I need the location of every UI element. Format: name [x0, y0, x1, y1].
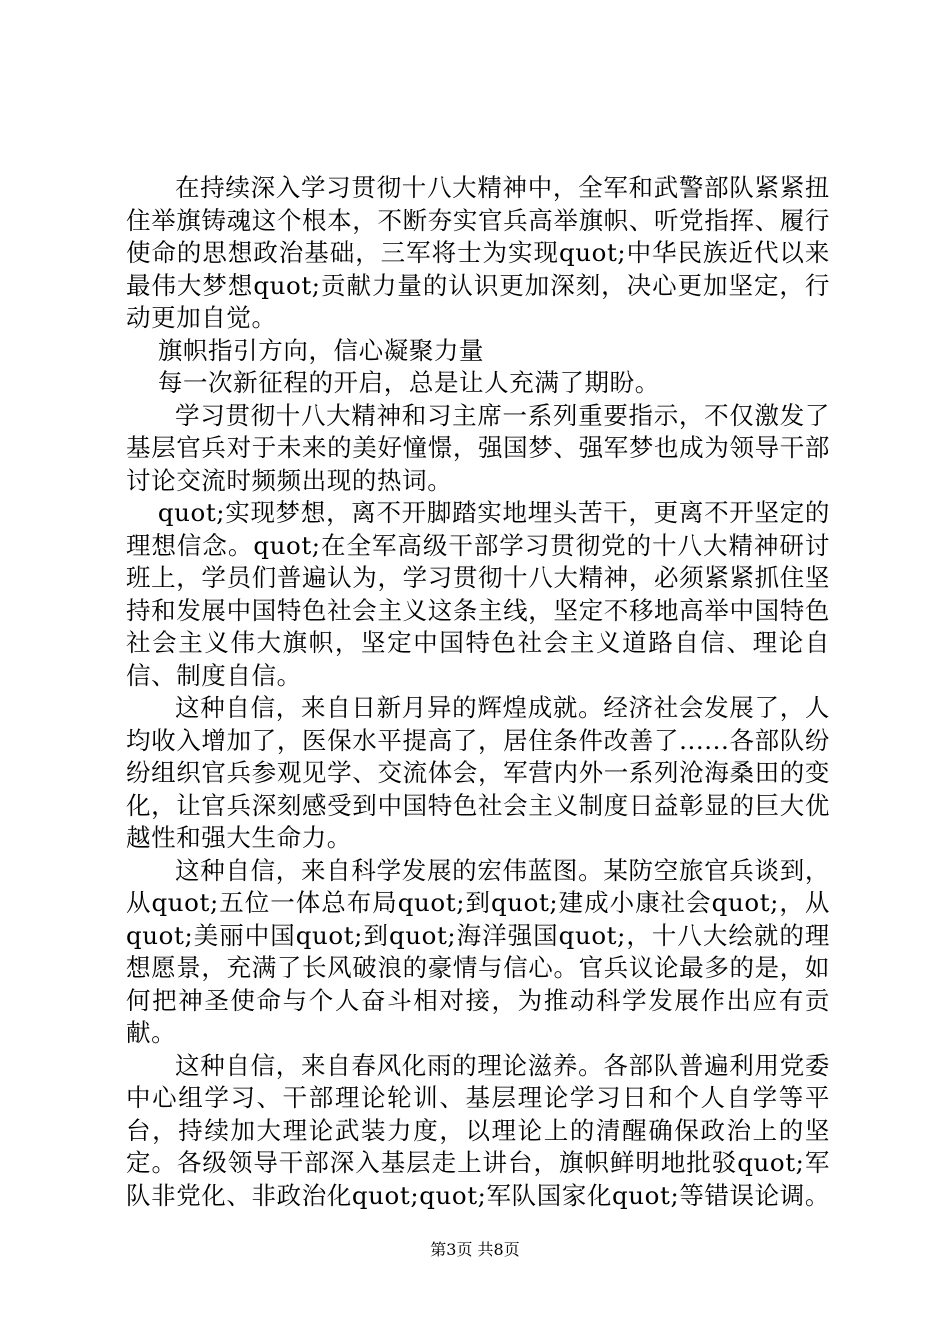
paragraph-ideals: quot;实现梦想，离不开脚踏实地埋头苦干，更离不开坚定的理想信念。quot;在全军高级干部学习贯彻党的十八大精神研讨班上，学员们普遍认为，学习贯彻十八大精神，必须紧紧抓住坚持和发展中国特色社会主义这条主线，坚定不移地高举中国特色社会主义伟大旗帜，坚定中国特色社会主义道路自信、理论自信、制度自信。	[126, 498, 830, 690]
paragraph-theory: 这种自信，来自春风化雨的理论滋养。各部队普遍利用党委中心组学习、干部理论轮训、基层理论学习日和个人自学等平台，持续加大理论武装力度，以理论上的清醒确保政治上的坚定。各级领导干部深入基层走上讲台，旗帜鲜明地批驳quot;军队非党化、非政治化quot;quot;军队国家化quot;等错误论调。	[126, 1050, 830, 1210]
paragraph-intro: 在持续深入学习贯彻十八大精神中，全军和武警部队紧紧扭住举旗铸魂这个根本，不断夯实官兵高举旗帜、听党指挥、履行使命的思想政治基础，三军将士为实现quot;中华民族近代以来最伟大梦想quot;贡献力量的认识更加深刻，决心更加坚定，行动更加自觉。	[126, 173, 830, 332]
paragraph-expectation: 每一次新征程的开启，总是让人充满了期盼。	[157, 368, 660, 397]
paragraph-achievements: 这种自信，来自日新月异的辉煌成就。经济社会发展了，人均收入增加了，医保水平提高了，居住条件改善了......各部队纷纷组织官兵参观见学、交流体会，军营内外一系列沧海桑田的变化，让官兵深刻感受到中国特色社会主义制度日益彰显的巨大优越性和强大生命力。	[126, 693, 830, 852]
document-body	[126, 172, 830, 1212]
section-heading: 旗帜指引方向，信心凝聚力量	[157, 335, 485, 365]
paragraph-dream: 学习贯彻十八大精神和习主席一系列重要指示，不仅激发了基层官兵对于未来的美好憧憬，强国梦、强军梦也成为领导干部讨论交流时频频出现的热词。	[126, 400, 830, 495]
paragraph-blueprint: 这种自信，来自科学发展的宏伟蓝图。某防空旅官兵谈到，从quot;五位一体总布局quot;到quot;建成小康社会quot;，从quot;美丽中国quot;到quot;海洋强国quot;，十八大绘就的理想愿景，充满了长风破浪的豪情与信心。官兵议论最多的是，如何把神圣使命与个人奋斗相对接，为推动科学发展作出应有贡献。	[126, 855, 830, 1047]
page-number-footer: 第3页 共8页	[430, 1240, 520, 1259]
